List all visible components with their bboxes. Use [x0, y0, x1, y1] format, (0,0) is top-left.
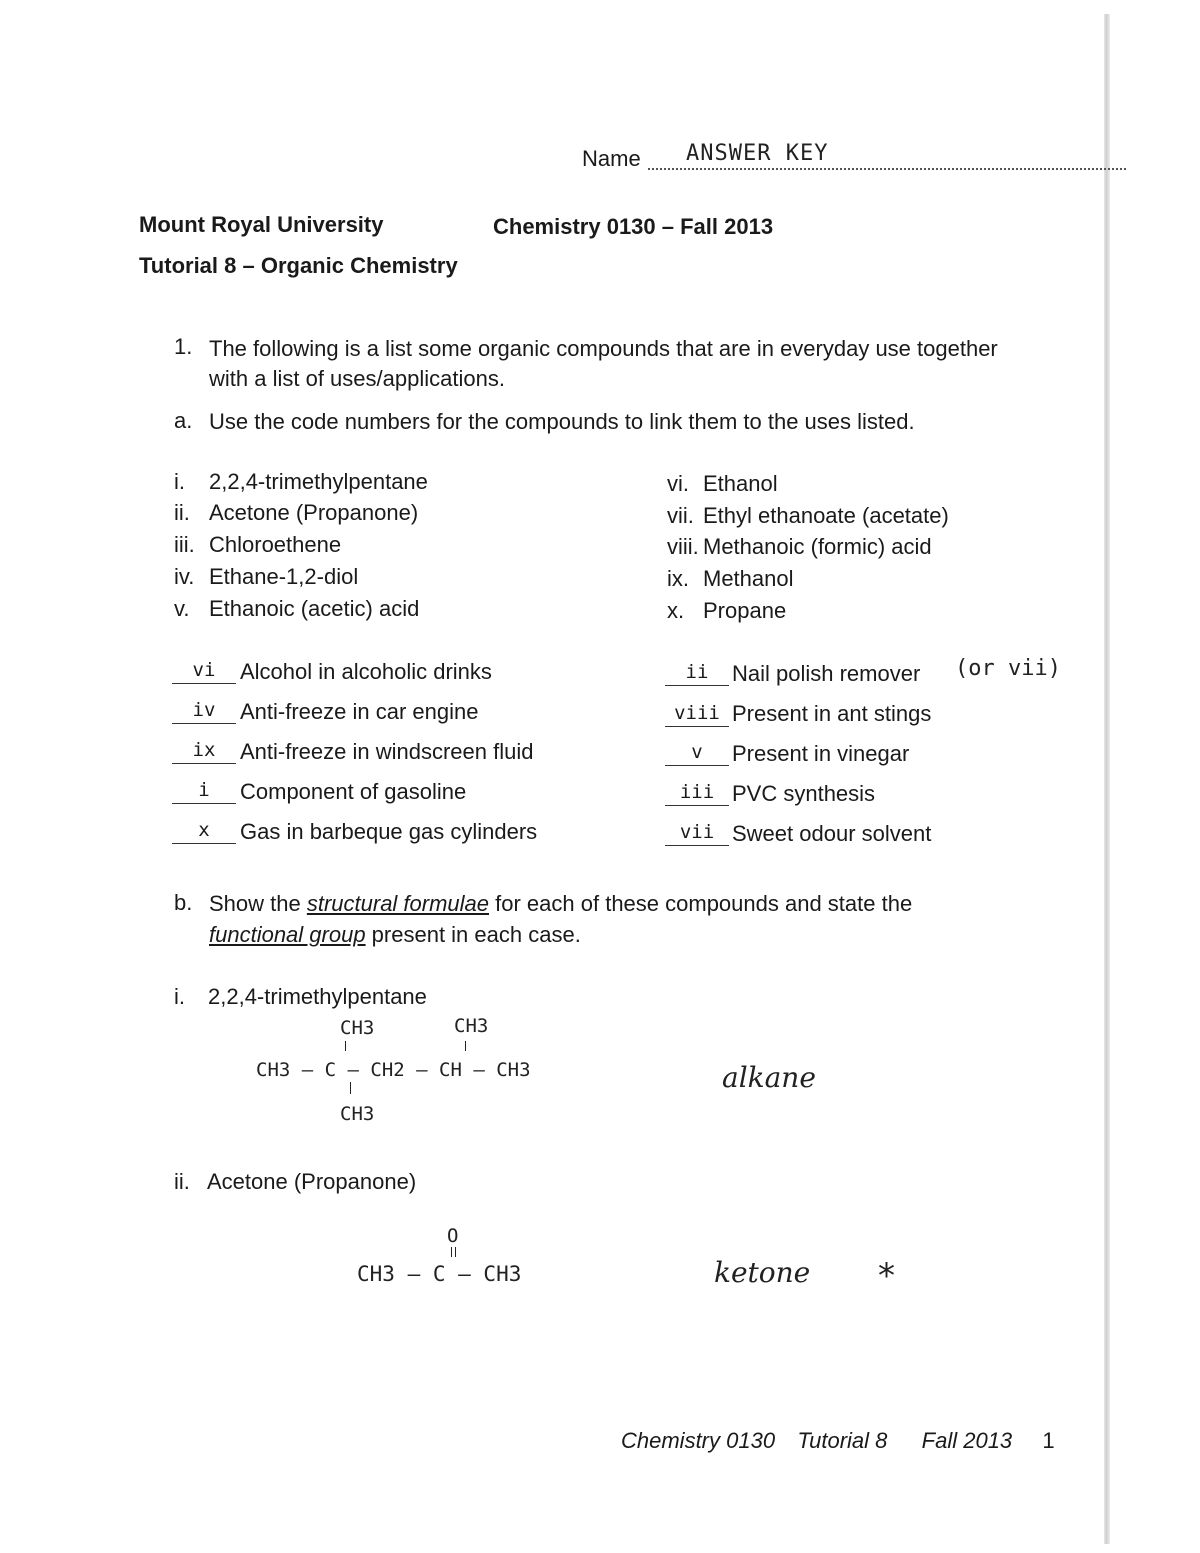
bond-vertical	[345, 1041, 346, 1051]
footer-course: Chemistry 0130	[621, 1428, 776, 1453]
footer-tutorial: Tutorial 8	[797, 1428, 888, 1453]
use-label: Anti-freeze in car engine	[240, 699, 479, 724]
compound-num: vii.	[667, 503, 694, 528]
compound-num: viii.	[667, 534, 699, 559]
use-label: Component of gasoline	[240, 779, 467, 804]
compound-num: i.	[174, 469, 185, 494]
q1b-text-line1: Show the structural formulae for each of these compounds and state the	[209, 891, 913, 916]
carbonyl-oxygen: O	[447, 1225, 459, 1247]
answer-blank[interactable]: i	[172, 777, 236, 804]
methyl-bottom: CH3	[340, 1103, 375, 1125]
structure-number: i.	[174, 984, 185, 1009]
answer-blank[interactable]: viii	[665, 700, 729, 727]
compound-num: iv.	[174, 564, 195, 589]
compound-name: Ethanoic (acetic) acid	[209, 596, 420, 621]
name-label: Name	[582, 146, 641, 171]
footer-term: Fall 2013	[921, 1428, 1013, 1453]
page-number: 1	[1042, 1428, 1055, 1453]
use-label: Present in vinegar	[732, 741, 910, 766]
compound-name: 2,2,4-trimethylpentane	[209, 469, 428, 494]
use-label: Anti-freeze in windscreen fluid	[240, 739, 534, 764]
compound-name: Propane	[703, 598, 787, 623]
methyl-top-1: CH3	[340, 1017, 375, 1039]
compound-name: Ethyl ethanoate (acetate)	[703, 503, 949, 528]
scan-edge	[1104, 14, 1110, 1544]
university-title: Mount Royal University	[139, 212, 384, 237]
methyl-top-2: CH3	[454, 1015, 489, 1037]
q1-text-line2: with a list of uses/applications.	[209, 366, 505, 391]
main-chain: CH3 – C – CH2 – CH – CH3	[256, 1059, 531, 1081]
answer-blank[interactable]: iv	[172, 697, 236, 724]
answer-blank[interactable]: iii	[665, 779, 729, 806]
answer-blank[interactable]: v	[665, 739, 729, 766]
use-label: Nail polish remover	[732, 661, 921, 686]
q1b-text-line2: functional group present in each case.	[209, 922, 581, 947]
compound-num: iii.	[174, 532, 195, 557]
q1b-label: b.	[174, 890, 193, 915]
answer-blank[interactable]: ix	[172, 737, 236, 764]
footer	[621, 1428, 1055, 1454]
compound-name: Chloroethene	[209, 532, 342, 557]
use-label: PVC synthesis	[732, 781, 876, 806]
q1-number: 1.	[174, 334, 193, 359]
bond-vertical	[350, 1082, 351, 1094]
compound-name: Methanol	[703, 566, 794, 591]
structure-compound-name: 2,2,4-trimethylpentane	[208, 984, 427, 1009]
use-label: Present in ant stings	[732, 701, 932, 726]
structure-compound-name: Acetone (Propanone)	[207, 1169, 417, 1194]
bond-vertical	[465, 1041, 466, 1051]
name-value: ANSWER KEY	[686, 141, 829, 166]
compound-num: ix.	[667, 566, 689, 591]
answer-blank[interactable]: vi	[172, 657, 236, 684]
functional-group-label: alkane	[722, 1061, 816, 1094]
compound-num: ii.	[174, 500, 190, 525]
double-bond	[451, 1247, 452, 1257]
compound-name: Methanoic (formic) acid	[703, 534, 932, 559]
functional-group-label: ketone	[714, 1256, 811, 1289]
tutorial-title: Tutorial 8 – Organic Chemistry	[139, 253, 458, 278]
answer-blank[interactable]: vii	[665, 819, 729, 846]
compound-num: x.	[667, 598, 685, 623]
compound-num: v.	[174, 596, 190, 621]
compound-name: Ethane-1,2-diol	[209, 564, 359, 589]
main-chain: CH3 – C – CH3	[357, 1262, 522, 1286]
alternate-answer-note: (or vii)	[955, 656, 1061, 681]
double-bond	[455, 1247, 456, 1257]
compound-name: Acetone (Propanone)	[209, 500, 419, 525]
use-label: Gas in barbeque gas cylinders	[240, 819, 538, 844]
answer-blank[interactable]: x	[172, 817, 236, 844]
use-label: Alcohol in alcoholic drinks	[240, 659, 492, 684]
structure-number: ii.	[174, 1169, 190, 1194]
answer-blank[interactable]: ii	[665, 659, 729, 686]
q1a-text: Use the code numbers for the compounds to link them to the uses listed.	[209, 409, 915, 434]
q1a-label: a.	[174, 408, 193, 433]
course-title: Chemistry 0130 – Fall 2013	[493, 214, 774, 239]
asterisk-mark: *	[878, 1256, 895, 1296]
compound-name: Ethanol	[703, 471, 778, 496]
compound-num: vi.	[667, 471, 689, 496]
use-label: Sweet odour solvent	[732, 821, 932, 846]
q1-text-line1: The following is a list some organic compounds that are in everyday use together	[209, 336, 998, 361]
